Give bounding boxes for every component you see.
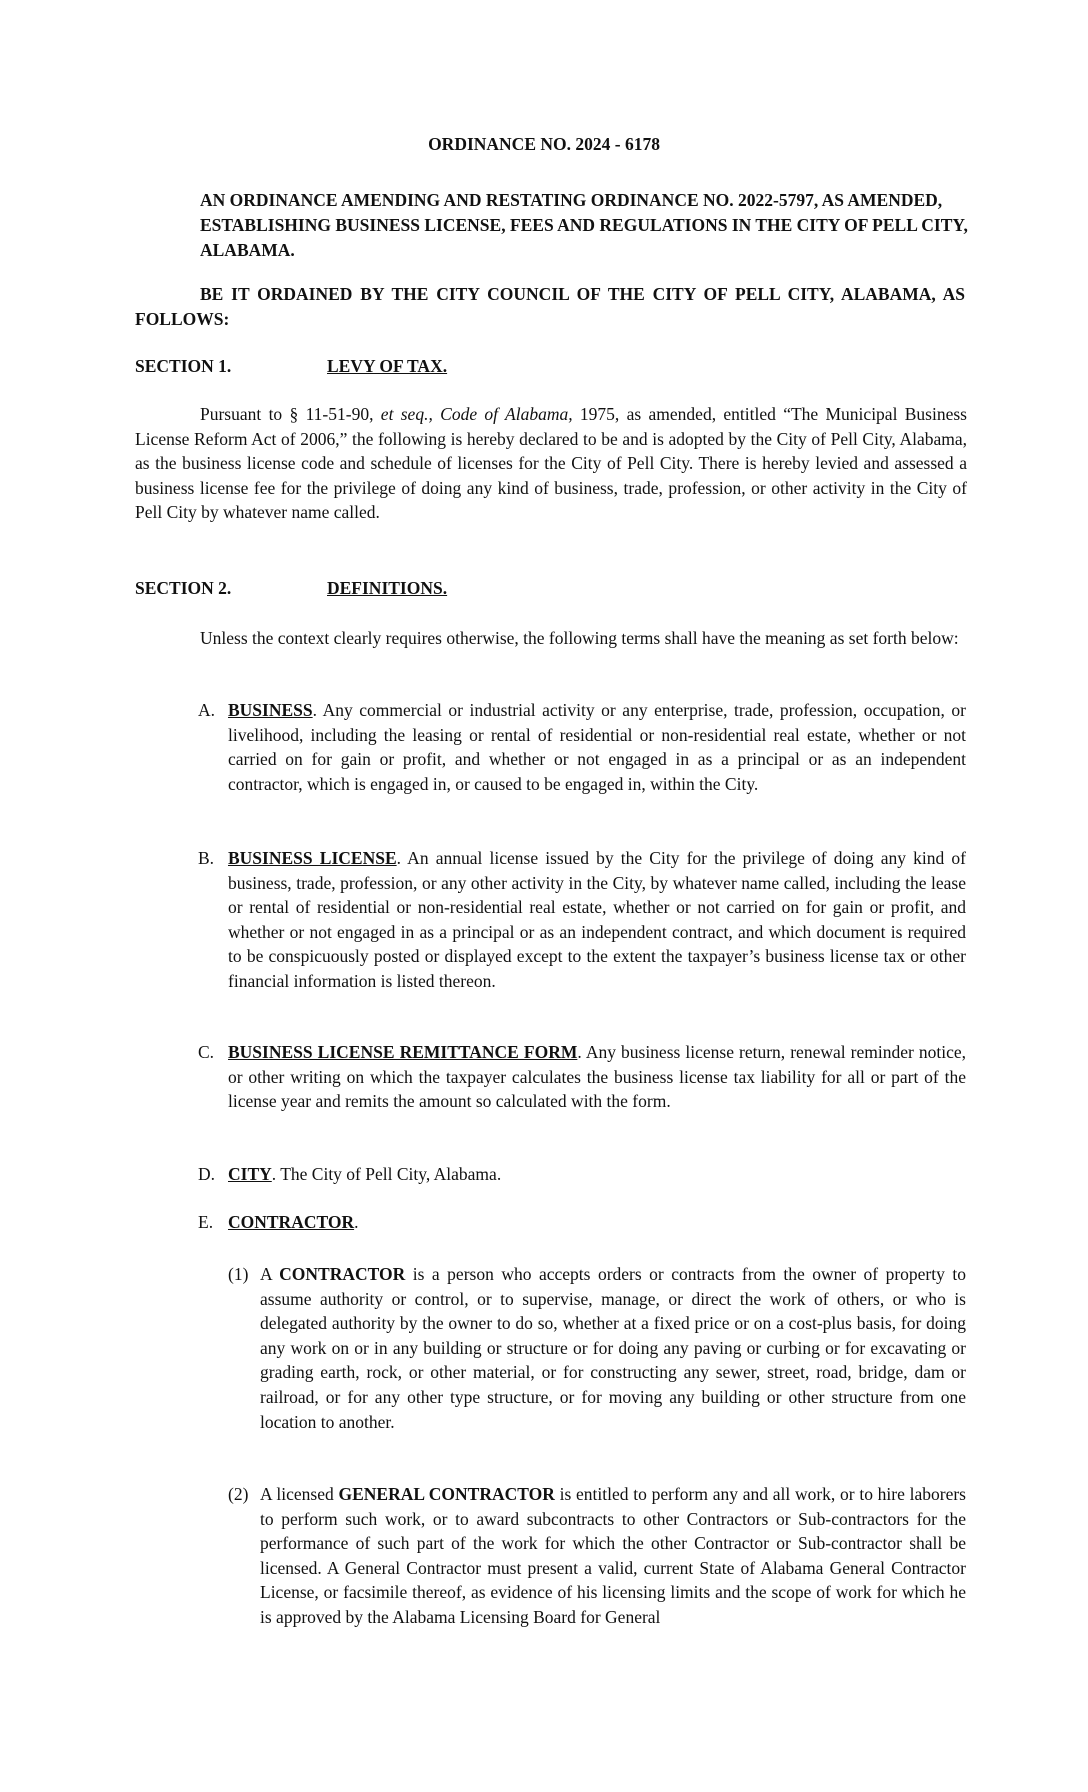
paragraph-text: 1975, as amended, entitled “The Municipal Business License Reform Act of 2006,” the following is hereby declared to be and is adopted by the City of Pell City, Alabama, as the business license code and schedule of licenses for the City of Pell City. There is hereby levied and assessed a business license fee for the privilege of doing any kind of business, trade, profession, or other activity in the City of Pell City by whatever name called. xyxy=(135,404,967,523)
contractor-subitem xyxy=(228,1262,966,1434)
definition-letter: A. xyxy=(198,700,216,720)
definition-item xyxy=(198,1040,966,1114)
section-number: SECTION 2. xyxy=(135,578,232,598)
definition-item xyxy=(198,1162,966,1187)
definition-term: BUSINESS LICENSE REMITTANCE FORM xyxy=(228,1042,578,1062)
definition-text: . xyxy=(354,1212,359,1232)
definition-term: CITY xyxy=(228,1164,272,1184)
subitem-number: (1) xyxy=(228,1264,249,1284)
section-title: DEFINITIONS. xyxy=(327,578,448,598)
definition-item xyxy=(198,698,966,796)
definition-letter: B. xyxy=(198,848,215,868)
paragraph-text: Pursuant to § 11-51-90, xyxy=(200,404,381,424)
section-2-heading xyxy=(135,578,447,599)
subitem-text: A xyxy=(260,1264,280,1284)
definition-text: . Any business license return, renewal reminder notice, or other writing on which the taxpayer calculates the business license tax liability for all or part of the license year and remits the amount so calculated with the form. xyxy=(228,1042,967,1112)
definition-term: BUSINESS LICENSE xyxy=(228,848,397,868)
definition-item xyxy=(198,1210,966,1235)
definition-term: CONTRACTOR xyxy=(228,1212,355,1232)
definition-term: BUSINESS xyxy=(228,700,313,720)
citation-italic: et seq., Code of Alabama, xyxy=(380,404,573,424)
ordain-clause: BE IT ORDAINED BY THE CITY COUNCIL OF THE CITY OF PELL CITY, ALABAMA, AS FOLLOWS: xyxy=(135,284,965,329)
section-2-intro: Unless the context clearly requires otherwise, the following terms shall have the meaning as set forth below: xyxy=(200,628,959,648)
section-number: SECTION 1. xyxy=(135,356,232,376)
section-title: LEVY OF TAX. xyxy=(327,356,448,376)
subitem-keyword: GENERAL CONTRACTOR xyxy=(338,1484,555,1504)
definition-letter: D. xyxy=(198,1164,216,1184)
definition-letter: E. xyxy=(198,1212,214,1232)
ordinance-subtitle: AN ORDINANCE AMENDING AND RESTATING ORDINANCE NO. 2022-5797, AS AMENDED, ESTABLISHING BUSINESS LICENSE, FEES AND REGULATIONS IN THE CITY OF PELL CITY, ALABAMA. xyxy=(200,190,968,260)
subitem-text: is entitled to perform any and all work, or to hire laborers to perform such work, or to award subcontracts to other Contractors or Sub-contractors for the performance of such part of the work for which the other Contractor or Sub-contractor shall be licensed. A General Contractor must present a valid, current State of Alabama General Contractor License, or facsimile thereof, as evidence of his licensing limits and the scope of work for which he is approved by the Alabama Licensing Board for General xyxy=(260,1484,966,1627)
subitem-text: is a person who accepts orders or contracts from the owner of property to assume authority or control, or to supervise, manage, or direct the work of others, or who is delegated authority by the owner to do so, whether at a fixed price or on a cost-plus basis, for doing any work on or in any building or structure or for doing any paving or curbing or for excavating or grading earth, rock, or other material, or for constructing any sewer, street, road, bridge, dam or railroad, or for any other type structure, or for moving any building or other structure from one location to another. xyxy=(260,1264,966,1432)
subitem-number: (2) xyxy=(228,1484,249,1504)
definition-text: . Any commercial or industrial activity or any enterprise, trade, profession, occupation, or livelihood, including the leasing or rental of residential or non-residential real estate, whether or not carried on for gain or profit, and whether or not engaged in as a principal or as an independent contractor, which is engaged in, or caused to be engaged in, within the City. xyxy=(228,700,966,794)
definition-item xyxy=(198,846,966,994)
contractor-subitem xyxy=(228,1482,966,1630)
section-1-heading xyxy=(135,356,447,377)
definition-text: . The City of Pell City, Alabama. xyxy=(271,1164,502,1184)
ordinance-title: ORDINANCE NO. 2024 - 6178 xyxy=(428,134,660,154)
subitem-keyword: CONTRACTOR xyxy=(279,1264,406,1284)
definition-letter: C. xyxy=(198,1042,215,1062)
subitem-text: A licensed xyxy=(260,1484,339,1504)
definition-text: . An annual license issued by the City for the privilege of doing any kind of business, trade, profession, or any other activity in the City, by whatever name called, including the lease or rental of residential or non-residential real estate, whether or not carried on for gain or profit, and whether or not engaged in as a principal or as an independent contract, and which document is required to be conspicuously posted or displayed except to the extent the taxpayer’s business license tax or other financial information is listed thereon. xyxy=(228,848,967,991)
section-1-paragraph xyxy=(135,402,967,525)
